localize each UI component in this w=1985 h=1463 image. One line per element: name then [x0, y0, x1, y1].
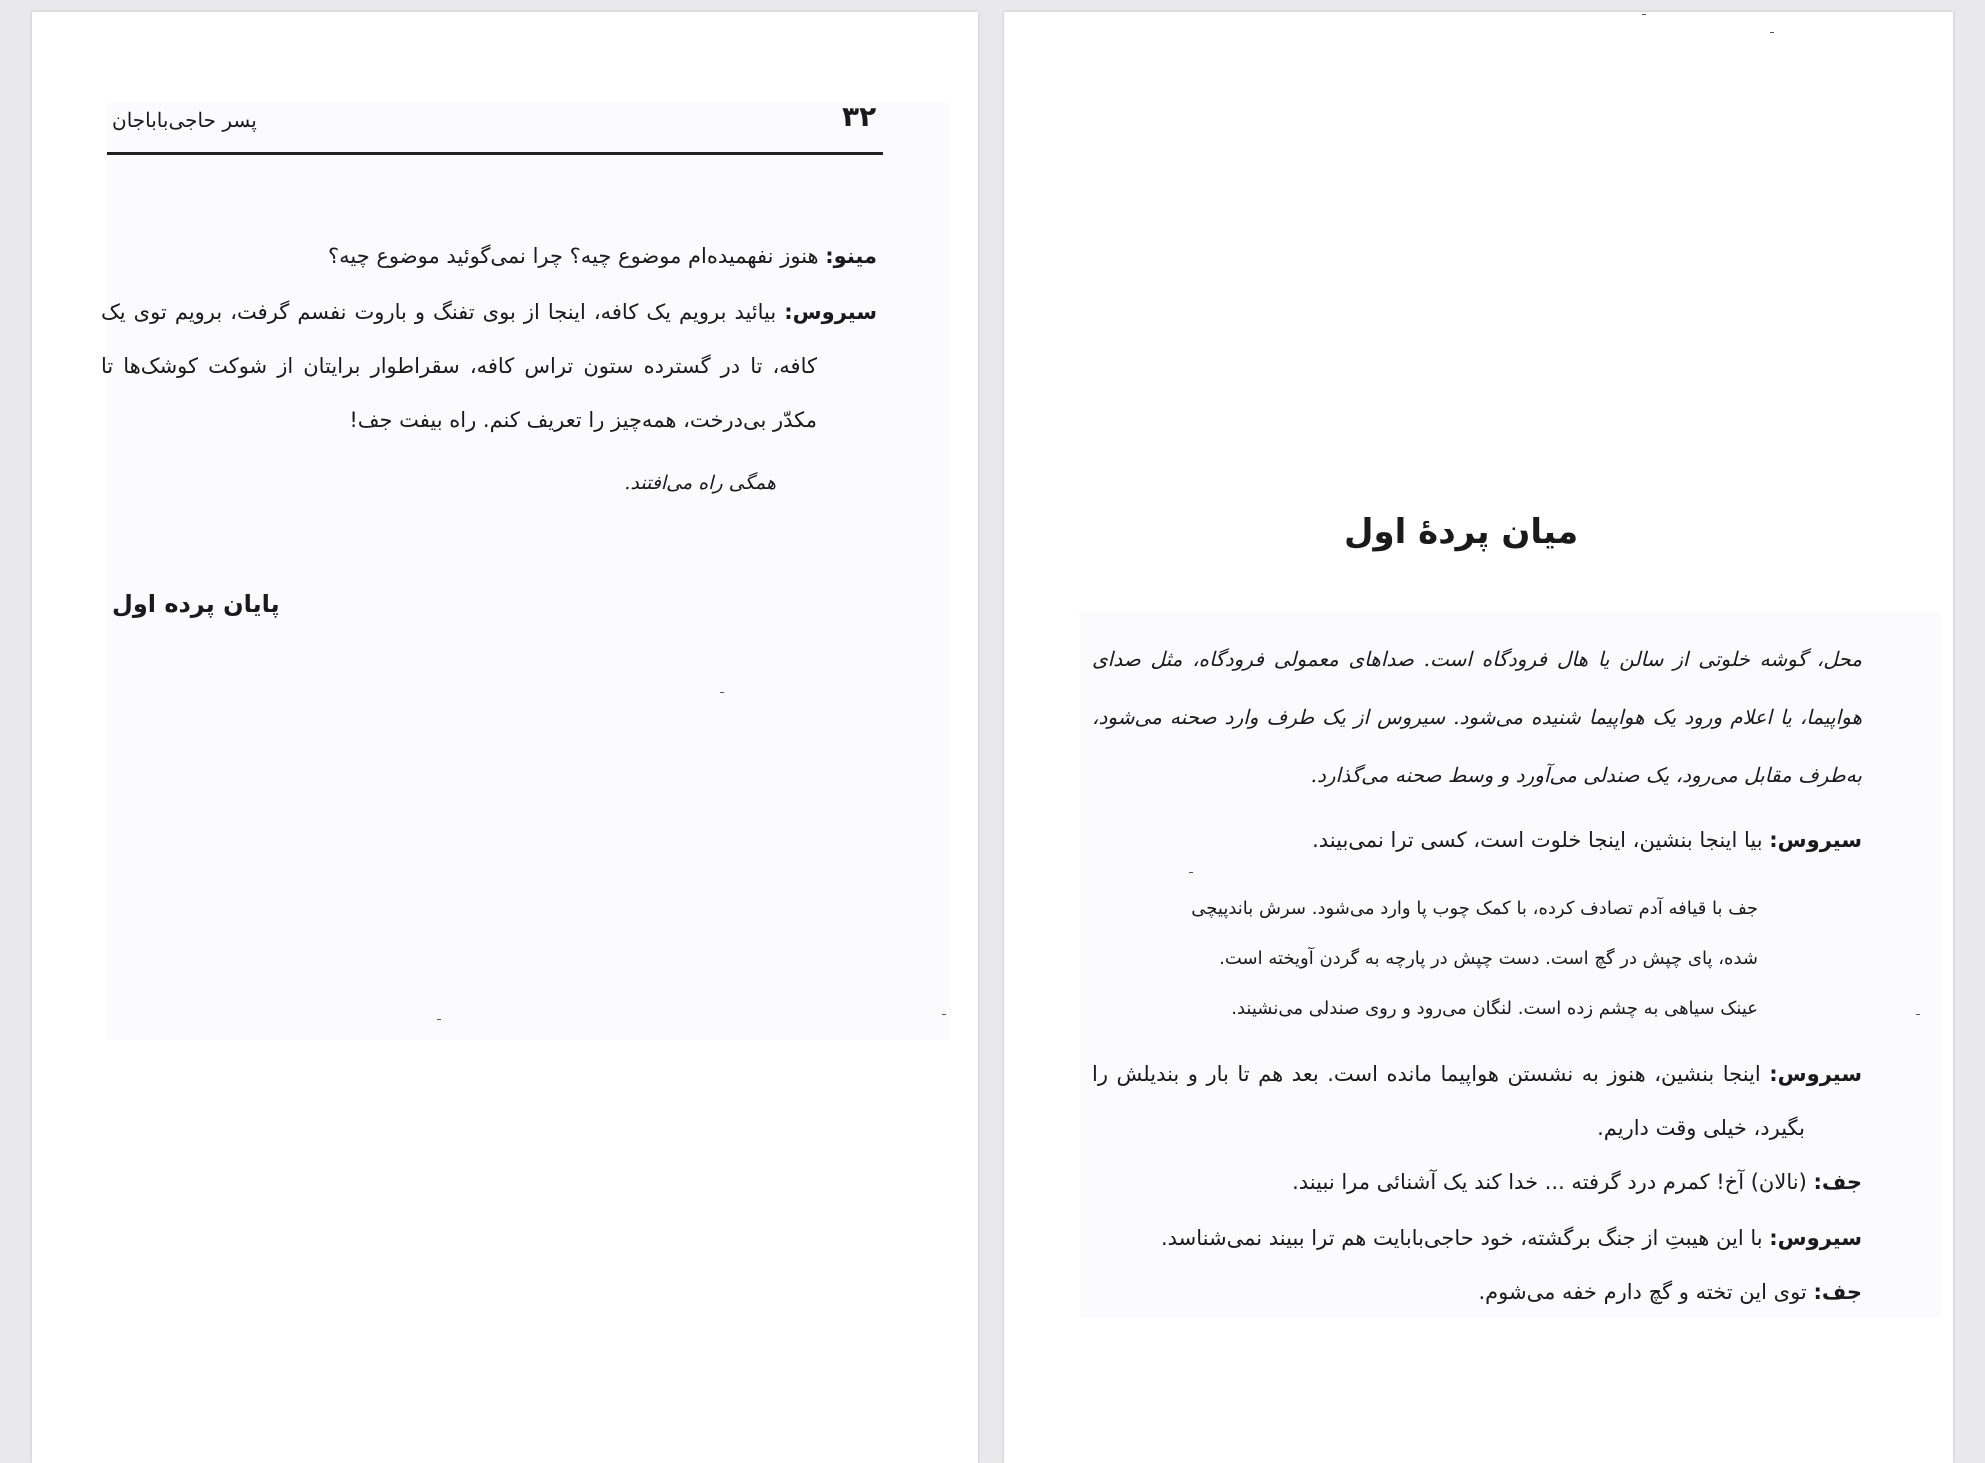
dialogue-line: [1478, 1264, 1862, 1320]
header-rule: [107, 152, 883, 155]
section-title: میان پردهٔ اول: [1344, 512, 1579, 552]
page-number: ۳۲: [842, 100, 877, 133]
speaker-name: سیروس:: [1769, 828, 1862, 852]
stage-direction-block: [1188, 884, 1758, 1034]
dialogue-text: اینجا بنشین، هنوز به نشستن هواپیما مانده است. بعد هم تا بار و بندیلش را: [1092, 1062, 1770, 1086]
scan-speck: [942, 1014, 946, 1015]
dialogue-text: بیائید برویم یک کافه، اینجا از بوی تفنگ و باروت نفسم گرفت، برویم توی یک: [101, 300, 785, 324]
scan-speck: [1916, 1014, 1920, 1015]
stage-line: جف با قیافه آدم تصادف کرده، با کمک چوب پا وارد می‌شود. سرش باندپیچی: [1191, 898, 1758, 919]
dialogue-continuation: مکدّر بی‌درخت، همه‌چیز را تعریف کنم. راه بیفت جف!: [349, 408, 817, 432]
speaker-name: مینو:: [825, 244, 877, 268]
dialogue-line: [1292, 1154, 1862, 1210]
dialogue-continuation: بگیرد، خیلی وقت داریم.: [1597, 1116, 1805, 1140]
speaker-name: جف:: [1813, 1280, 1862, 1304]
setting-description: [1092, 630, 1862, 804]
setting-line: به‌طرف مقابل می‌رود، یک صندلی می‌آورد و وسط صحنه می‌گذارد.: [1310, 763, 1862, 787]
scan-speck: [437, 1019, 441, 1020]
dialogue-line: [1092, 1046, 1862, 1102]
scan-speck: [1642, 14, 1646, 15]
setting-line: محل، گوشه خلوتی از سالن یا هال فرودگاه است. صداهای معمولی فرودگاه، مثل صدای: [1092, 647, 1862, 671]
dialogue-text: توی این تخته و گچ دارم خفه می‌شوم.: [1478, 1280, 1814, 1304]
dialogue-text: (نالان) آخ! کمرم درد گرفته ... خدا کند یک آشنائی مرا نبیند.: [1292, 1170, 1814, 1194]
setting-line: هواپیما، یا اعلام ورود یک هواپیما شنیده می‌شود. سیروس از یک طرف وارد صحنه می‌شود،: [1092, 705, 1862, 729]
scan-speck: [720, 692, 724, 693]
speaker-name: سیروس:: [1769, 1226, 1862, 1250]
right-page[interactable]: [1004, 12, 1953, 1463]
stage-direction: همگی راه می‌افتند.: [624, 472, 776, 494]
dialogue-line: [101, 284, 877, 340]
speaker-name: سیروس:: [784, 300, 877, 324]
running-header-title: پسر حاجی‌باباجان: [112, 108, 257, 132]
dialogue-text: هنوز نفهمیده‌ام موضوع چیه؟ چرا نمی‌گوئید موضوع چیه؟: [327, 244, 826, 268]
dialogue-line: [1312, 812, 1862, 868]
speaker-name: جف:: [1813, 1170, 1862, 1194]
dialogue-text: بیا اینجا بنشین، اینجا خلوت است، کسی ترا نمی‌بیند.: [1312, 828, 1770, 852]
dialogue-text: با این هیبتِ از جنگ برگشته، خود حاجی‌بابایت هم ترا ببیند نمی‌شناسد.: [1160, 1226, 1770, 1250]
end-of-act-heading: پایان پرده اول: [112, 590, 280, 618]
dialogue-line: [1161, 1210, 1862, 1266]
dialogue-continuation: کافه، تا در گسترده ستون تراس کافه، سقراطوار برایتان از شوکت کوشک‌ها تا: [101, 354, 817, 378]
stage-line: عینک سیاهی به چشم زده است. لنگان می‌رود و روی صندلی می‌نشیند.: [1231, 998, 1758, 1019]
scan-speck: [1189, 872, 1193, 873]
stage-line: شده، پای چپش در گچ است. دست چپش در پارچه به گردن آویخته است.: [1219, 948, 1758, 969]
left-page[interactable]: [32, 12, 978, 1463]
dialogue-line: [328, 228, 877, 284]
speaker-name: سیروس:: [1769, 1062, 1862, 1086]
scan-speck: [1770, 32, 1774, 33]
